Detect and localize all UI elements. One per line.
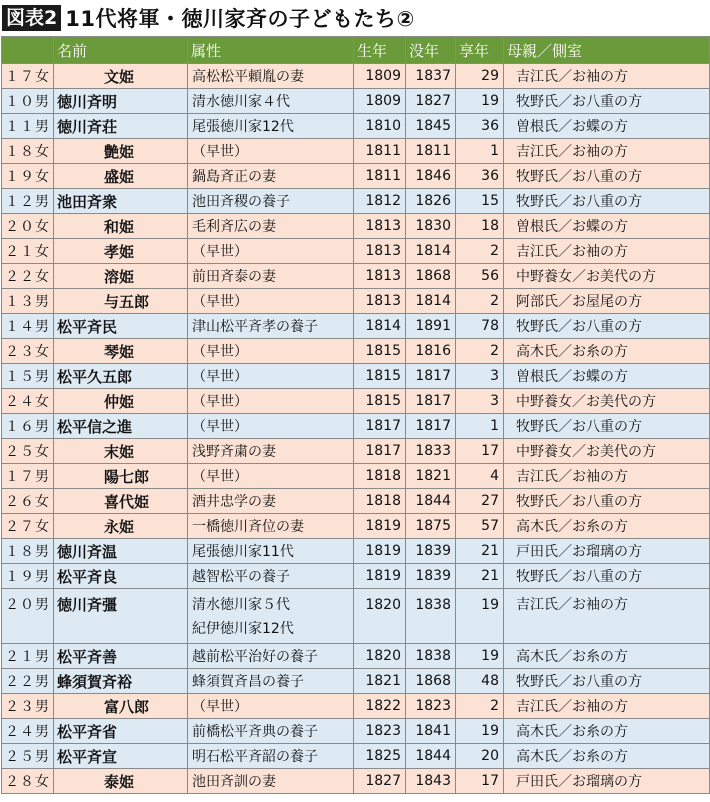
col-header-attribute: 属性 (188, 37, 354, 64)
birth-year: 1810 (354, 114, 406, 139)
death-year: 1816 (406, 339, 456, 364)
child-number: ２４女 (2, 389, 54, 414)
child-name: 松平信之進 (54, 414, 188, 439)
mother-name: 高木氏／お糸の方 (504, 719, 710, 744)
birth-year: 1815 (354, 389, 406, 414)
birth-year: 1809 (354, 89, 406, 114)
col-header-died: 没年 (406, 37, 456, 64)
age-at-death: 57 (456, 514, 504, 539)
mother-name: 高木氏／お糸の方 (504, 744, 710, 769)
child-name: 松平斉省 (54, 719, 188, 744)
child-attribute (188, 644, 354, 669)
age-at-death: 1 (456, 139, 504, 164)
child-attribute (188, 139, 354, 164)
child-name: 文姫 (54, 64, 188, 89)
table-row (2, 769, 710, 794)
death-year: 1846 (406, 164, 456, 189)
age-at-death: 27 (456, 489, 504, 514)
child-number: １８男 (2, 539, 54, 564)
table-row (2, 464, 710, 489)
child-name: 泰姫 (54, 769, 188, 794)
child-name: 盛姫 (54, 164, 188, 189)
child-name: 松平斉善 (54, 644, 188, 669)
birth-year: 1814 (354, 314, 406, 339)
mother-name: 吉江氏／お袖の方 (504, 589, 710, 644)
table-row (2, 694, 710, 719)
attribute-line: （早世） (192, 294, 248, 310)
table-row (2, 414, 710, 439)
table-row (2, 289, 710, 314)
attribute-line: 越智松平の養子 (192, 569, 290, 585)
table-row (2, 214, 710, 239)
child-attribute (188, 539, 354, 564)
table-row (2, 164, 710, 189)
child-attribute (188, 514, 354, 539)
attribute-line: （早世） (192, 469, 248, 485)
table-header-row (2, 37, 710, 64)
child-number: １７女 (2, 64, 54, 89)
mother-name: 牧野氏／お八重の方 (504, 414, 710, 439)
attribute-line: 高松松平頼胤の妻 (192, 69, 304, 85)
child-name: 池田斉衆 (54, 189, 188, 214)
attribute-line: 越前松平治好の養子 (192, 649, 318, 665)
mother-name: 戸田氏／お瑠璃の方 (504, 769, 710, 794)
child-attribute (188, 89, 354, 114)
attribute-line: （早世） (192, 369, 248, 385)
table-row (2, 669, 710, 694)
birth-year: 1825 (354, 744, 406, 769)
page-title: 11代将軍・徳川家斉の子どもたち② (65, 7, 415, 31)
attribute-line: （早世） (192, 699, 248, 715)
age-at-death: 36 (456, 114, 504, 139)
child-number: １９男 (2, 564, 54, 589)
mother-name: 牧野氏／お八重の方 (504, 314, 710, 339)
table-row (2, 239, 710, 264)
child-name: 琴姫 (54, 339, 188, 364)
mother-name: 中野養女／お美代の方 (504, 439, 710, 464)
table-row (2, 744, 710, 769)
birth-year: 1811 (354, 139, 406, 164)
mother-name: 中野養女／お美代の方 (504, 264, 710, 289)
table-row (2, 589, 710, 644)
table-row (2, 364, 710, 389)
attribute-line: 明石松平斉韶の養子 (192, 749, 318, 765)
age-at-death: 19 (456, 89, 504, 114)
death-year: 1837 (406, 64, 456, 89)
age-at-death: 1 (456, 414, 504, 439)
attribute-line: 清水徳川家５代 (192, 597, 290, 613)
child-name: 与五郎 (54, 289, 188, 314)
death-year: 1868 (406, 264, 456, 289)
child-number: １３男 (2, 289, 54, 314)
death-year: 1843 (406, 769, 456, 794)
child-name: 孝姫 (54, 239, 188, 264)
child-number: １７男 (2, 464, 54, 489)
death-year: 1814 (406, 289, 456, 314)
child-number: ２１男 (2, 644, 54, 669)
birth-year: 1818 (354, 489, 406, 514)
table-body (2, 64, 710, 794)
table-row (2, 439, 710, 464)
child-attribute (188, 64, 354, 89)
child-number: ２３女 (2, 339, 54, 364)
children-table (1, 36, 710, 794)
birth-year: 1822 (354, 694, 406, 719)
death-year: 1823 (406, 694, 456, 719)
death-year: 1833 (406, 439, 456, 464)
death-year: 1838 (406, 589, 456, 644)
attribute-line: 毛利斉広の妻 (192, 219, 276, 235)
age-at-death: 19 (456, 644, 504, 669)
table-row (2, 114, 710, 139)
mother-name: 牧野氏／お八重の方 (504, 89, 710, 114)
table-row (2, 514, 710, 539)
child-number: ２４男 (2, 719, 54, 744)
age-at-death: 18 (456, 214, 504, 239)
attribute-line: 酒井忠学の妻 (192, 494, 276, 510)
attribute-line: 前田斉泰の妻 (192, 269, 276, 285)
child-name: 徳川斉明 (54, 89, 188, 114)
child-attribute (188, 114, 354, 139)
child-name: 松平斉良 (54, 564, 188, 589)
death-year: 1814 (406, 239, 456, 264)
death-year: 1817 (406, 414, 456, 439)
age-at-death: 3 (456, 389, 504, 414)
attribute-line: 池田斉稷の養子 (192, 194, 290, 210)
mother-name: 曽根氏／お蝶の方 (504, 214, 710, 239)
col-header-born: 生年 (354, 37, 406, 64)
mother-name: 吉江氏／お袖の方 (504, 694, 710, 719)
child-attribute (188, 464, 354, 489)
col-header-mother: 母親／側室 (504, 37, 710, 64)
table-row (2, 139, 710, 164)
child-name: 溶姫 (54, 264, 188, 289)
age-at-death: 19 (456, 589, 504, 644)
mother-name: 吉江氏／お袖の方 (504, 464, 710, 489)
child-number: １２男 (2, 189, 54, 214)
birth-year: 1821 (354, 669, 406, 694)
age-at-death: 3 (456, 364, 504, 389)
child-attribute (188, 414, 354, 439)
attribute-line: （早世） (192, 419, 248, 435)
table-row (2, 314, 710, 339)
age-at-death: 36 (456, 164, 504, 189)
attribute-line: 池田斉訓の妻 (192, 774, 276, 790)
child-number: ２６女 (2, 489, 54, 514)
child-attribute (188, 239, 354, 264)
mother-name: 吉江氏／お袖の方 (504, 239, 710, 264)
death-year: 1830 (406, 214, 456, 239)
death-year: 1827 (406, 89, 456, 114)
attribute-line: 前橋松平斉典の養子 (192, 724, 318, 740)
death-year: 1875 (406, 514, 456, 539)
death-year: 1844 (406, 489, 456, 514)
age-at-death: 17 (456, 439, 504, 464)
table-row (2, 64, 710, 89)
death-year: 1838 (406, 644, 456, 669)
mother-name: 高木氏／お糸の方 (504, 514, 710, 539)
birth-year: 1809 (354, 64, 406, 89)
age-at-death: 19 (456, 719, 504, 744)
birth-year: 1819 (354, 514, 406, 539)
table-row (2, 644, 710, 669)
birth-year: 1815 (354, 339, 406, 364)
child-name: 富八郎 (54, 694, 188, 719)
table-row (2, 389, 710, 414)
child-attribute (188, 719, 354, 744)
death-year: 1811 (406, 139, 456, 164)
table-row (2, 539, 710, 564)
child-attribute (188, 564, 354, 589)
age-at-death: 2 (456, 694, 504, 719)
birth-year: 1812 (354, 189, 406, 214)
mother-name: 阿部氏／お屋尾の方 (504, 289, 710, 314)
title-bar (0, 0, 710, 36)
table-row (2, 89, 710, 114)
death-year: 1891 (406, 314, 456, 339)
attribute-line: 紀伊徳川家12代 (192, 621, 294, 637)
child-name: 和姫 (54, 214, 188, 239)
col-header-name: 名前 (54, 37, 188, 64)
mother-name: 牧野氏／お八重の方 (504, 164, 710, 189)
death-year: 1817 (406, 389, 456, 414)
death-year: 1826 (406, 189, 456, 214)
age-at-death: 20 (456, 744, 504, 769)
age-at-death: 29 (456, 64, 504, 89)
attribute-line: 尾張徳川家11代 (192, 544, 294, 560)
child-number: １６男 (2, 414, 54, 439)
age-at-death: 17 (456, 769, 504, 794)
child-number: ２０女 (2, 214, 54, 239)
birth-year: 1817 (354, 439, 406, 464)
death-year: 1839 (406, 539, 456, 564)
child-name: 蜂須賀斉裕 (54, 669, 188, 694)
child-number: １５男 (2, 364, 54, 389)
attribute-line: 津山松平斉孝の養子 (192, 319, 318, 335)
child-number: ２５男 (2, 744, 54, 769)
birth-year: 1818 (354, 464, 406, 489)
mother-name: 高木氏／お糸の方 (504, 339, 710, 364)
child-name: 仲姫 (54, 389, 188, 414)
death-year: 1868 (406, 669, 456, 694)
attribute-line: （早世） (192, 144, 248, 160)
mother-name: 曽根氏／お蝶の方 (504, 114, 710, 139)
child-attribute (188, 189, 354, 214)
birth-year: 1811 (354, 164, 406, 189)
mother-name: 戸田氏／お瑠璃の方 (504, 539, 710, 564)
child-name: 松平斉宣 (54, 744, 188, 769)
mother-name: 高木氏／お糸の方 (504, 644, 710, 669)
birth-year: 1823 (354, 719, 406, 744)
child-number: ２７女 (2, 514, 54, 539)
mother-name: 牧野氏／お八重の方 (504, 489, 710, 514)
child-name: 徳川斉彊 (54, 589, 188, 644)
child-number: ２８女 (2, 769, 54, 794)
table-row (2, 489, 710, 514)
attribute-line: 蜂須賀斉昌の養子 (192, 674, 304, 690)
age-at-death: 21 (456, 539, 504, 564)
col-header-age: 享年 (456, 37, 504, 64)
age-at-death: 56 (456, 264, 504, 289)
attribute-line: 一橋徳川斉位の妻 (192, 519, 304, 535)
col-header-no (2, 37, 54, 64)
child-name: 徳川斉荘 (54, 114, 188, 139)
child-attribute (188, 589, 354, 644)
death-year: 1845 (406, 114, 456, 139)
death-year: 1839 (406, 564, 456, 589)
attribute-line: （早世） (192, 394, 248, 410)
child-number: １８女 (2, 139, 54, 164)
mother-name: 牧野氏／お八重の方 (504, 189, 710, 214)
child-number: １９女 (2, 164, 54, 189)
child-name: 松平久五郎 (54, 364, 188, 389)
table-row (2, 189, 710, 214)
death-year: 1821 (406, 464, 456, 489)
child-attribute (188, 389, 354, 414)
mother-name: 吉江氏／お袖の方 (504, 64, 710, 89)
child-name: 徳川斉温 (54, 539, 188, 564)
child-attribute (188, 289, 354, 314)
figure-badge: 図表2 (2, 5, 61, 31)
birth-year: 1813 (354, 214, 406, 239)
birth-year: 1815 (354, 364, 406, 389)
birth-year: 1827 (354, 769, 406, 794)
child-attribute (188, 694, 354, 719)
child-attribute (188, 164, 354, 189)
birth-year: 1817 (354, 414, 406, 439)
attribute-line: 清水徳川家４代 (192, 94, 290, 110)
age-at-death: 48 (456, 669, 504, 694)
age-at-death: 2 (456, 289, 504, 314)
child-number: １０男 (2, 89, 54, 114)
child-number: ２３男 (2, 694, 54, 719)
attribute-line: （早世） (192, 344, 248, 360)
birth-year: 1813 (354, 289, 406, 314)
child-attribute (188, 744, 354, 769)
child-name: 末姫 (54, 439, 188, 464)
age-at-death: 15 (456, 189, 504, 214)
child-name: 松平斉民 (54, 314, 188, 339)
table-row (2, 564, 710, 589)
birth-year: 1820 (354, 644, 406, 669)
child-number: １４男 (2, 314, 54, 339)
child-name: 喜代姫 (54, 489, 188, 514)
birth-year: 1820 (354, 589, 406, 644)
child-attribute (188, 364, 354, 389)
child-number: ２１女 (2, 239, 54, 264)
child-attribute (188, 489, 354, 514)
attribute-line: （早世） (192, 244, 248, 260)
table-row (2, 264, 710, 289)
attribute-line: 浅野斉粛の妻 (192, 444, 276, 460)
birth-year: 1813 (354, 264, 406, 289)
death-year: 1817 (406, 364, 456, 389)
birth-year: 1813 (354, 239, 406, 264)
age-at-death: 78 (456, 314, 504, 339)
mother-name: 牧野氏／お八重の方 (504, 564, 710, 589)
mother-name: 牧野氏／お八重の方 (504, 669, 710, 694)
child-number: ２２男 (2, 669, 54, 694)
age-at-death: 2 (456, 339, 504, 364)
child-number: ２２女 (2, 264, 54, 289)
table-row (2, 719, 710, 744)
age-at-death: 2 (456, 239, 504, 264)
age-at-death: 4 (456, 464, 504, 489)
table-row (2, 339, 710, 364)
child-name: 艶姫 (54, 139, 188, 164)
child-name: 永姫 (54, 514, 188, 539)
death-year: 1841 (406, 719, 456, 744)
child-number: １１男 (2, 114, 54, 139)
child-attribute (188, 314, 354, 339)
mother-name: 曽根氏／お蝶の方 (504, 364, 710, 389)
birth-year: 1819 (354, 564, 406, 589)
death-year: 1844 (406, 744, 456, 769)
birth-year: 1819 (354, 539, 406, 564)
mother-name: 中野養女／お美代の方 (504, 389, 710, 414)
age-at-death: 21 (456, 564, 504, 589)
child-attribute (188, 214, 354, 239)
child-attribute (188, 769, 354, 794)
child-number: ２０男 (2, 589, 54, 644)
child-number: ２５女 (2, 439, 54, 464)
attribute-line: 尾張徳川家12代 (192, 119, 294, 135)
child-attribute (188, 669, 354, 694)
child-attribute (188, 339, 354, 364)
child-attribute (188, 264, 354, 289)
mother-name: 吉江氏／お袖の方 (504, 139, 710, 164)
child-name: 陽七郎 (54, 464, 188, 489)
attribute-line: 鍋島斉正の妻 (192, 169, 276, 185)
child-attribute (188, 439, 354, 464)
